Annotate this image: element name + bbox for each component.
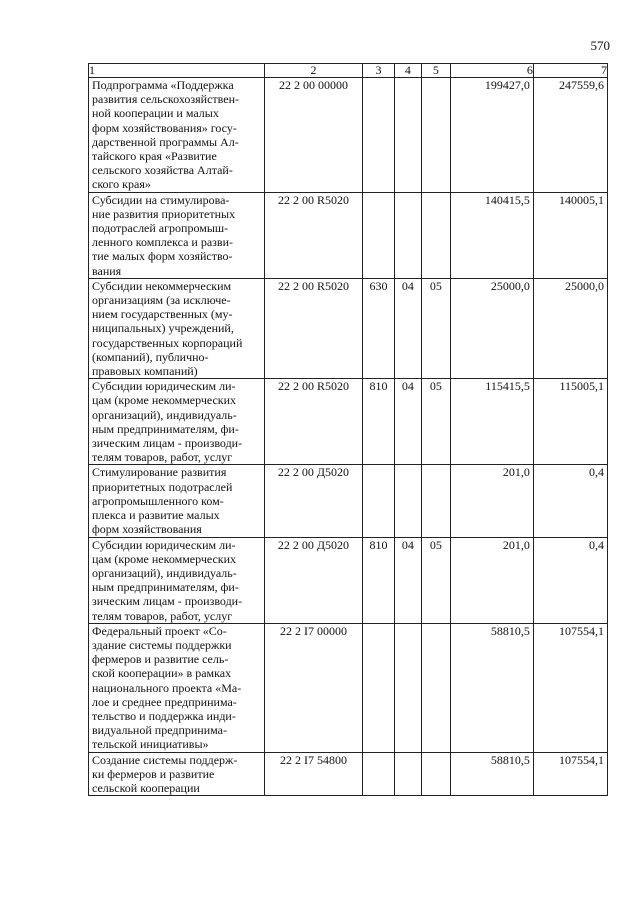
table-row <box>89 78 608 193</box>
subsection-cell <box>422 465 450 537</box>
row-name-line: лое и среднее предпринима- <box>92 694 237 709</box>
column-header: 1 <box>89 64 265 78</box>
row-name-line: ние развития приоритетных <box>92 206 236 221</box>
row-name-line: фермеров и развитие сель- <box>92 652 229 667</box>
table-row <box>89 623 608 752</box>
row-name-line: ленного комплекса и разви- <box>92 235 234 250</box>
subsection-cell <box>422 752 450 796</box>
code-cell: 22 2 00 R5020 <box>264 379 363 465</box>
vr-code-cell <box>363 78 394 193</box>
vr-code-cell <box>363 465 394 537</box>
row-name-line: видуальной предпринима- <box>92 723 227 738</box>
row-name-line: форм хозяйствования <box>92 522 202 537</box>
section-cell <box>394 78 421 193</box>
amount-2025-cell: 25000,0 <box>533 278 607 378</box>
subsection-cell: 05 <box>422 379 450 465</box>
row-name-line: Субсидии юридическим ли- <box>92 537 236 552</box>
row-name-line: ской кооперации» в рамках <box>92 666 232 681</box>
row-name-line: вания <box>92 263 122 278</box>
row-name-line: организациям (за исключе- <box>92 293 231 308</box>
row-name-line: зическим лицам - производи- <box>92 594 243 609</box>
page-number: 570 <box>590 38 610 53</box>
amount-2024-cell: 25000,0 <box>450 278 533 378</box>
row-name-cell <box>89 379 265 465</box>
section-cell: 04 <box>394 278 421 378</box>
row-name-line: ной кооперации и малых <box>92 106 219 121</box>
table-row <box>89 278 608 378</box>
table-row <box>89 379 608 465</box>
row-name-line: Создание системы поддерж- <box>92 752 238 767</box>
amount-2024-cell: 58810,5 <box>450 752 533 796</box>
row-name-line: Подпрограмма «Поддержка <box>92 78 234 92</box>
subsection-cell <box>422 78 450 193</box>
row-name-line: Федеральный проект «Со- <box>92 623 227 638</box>
amount-2024-cell: 140415,5 <box>450 192 533 278</box>
row-name-line: сельской кооперации <box>92 780 200 795</box>
vr-code-cell <box>363 192 394 278</box>
row-name-cell <box>89 278 265 378</box>
row-name-line: тельство и поддержка инди- <box>92 708 236 723</box>
row-name-line: дарственной программы Ал- <box>92 134 239 149</box>
code-cell: 22 2 00 Д5020 <box>264 465 363 537</box>
column-header: 5 <box>422 64 450 78</box>
subsection-cell <box>422 192 450 278</box>
table-row <box>89 537 608 623</box>
row-name-line: развития сельскохозяйствен- <box>92 92 239 107</box>
row-name-line: (компаний), публично- <box>92 349 209 364</box>
amount-2025-cell: 107554,1 <box>533 752 607 796</box>
code-cell: 22 2 00 Д5020 <box>264 537 363 623</box>
header-row <box>89 64 608 78</box>
row-name-line: приоритетных подотраслей <box>92 479 233 494</box>
amount-2024-cell: 201,0 <box>450 537 533 623</box>
amount-2025-cell: 247559,6 <box>533 78 607 193</box>
table-row <box>89 192 608 278</box>
row-name-line: цам (кроме некоммерческих <box>92 393 237 408</box>
row-name-cell <box>89 752 265 796</box>
row-name-line: нием государственных (му- <box>92 307 233 322</box>
code-cell: 22 2 00 R5020 <box>264 192 363 278</box>
row-name-line: государственных корпораций <box>92 335 243 350</box>
row-name-line: ниципальных) учреждений, <box>92 321 234 336</box>
row-name-line: ным предпринимателям, фи- <box>92 580 239 595</box>
vr-code-cell <box>363 623 394 752</box>
row-name-line: телям товаров, работ, услуг <box>92 608 233 623</box>
row-name-cell <box>89 192 265 278</box>
row-name-line: телям товаров, работ, услуг <box>92 450 233 465</box>
section-cell <box>394 752 421 796</box>
code-cell: 22 2 00 R5020 <box>264 278 363 378</box>
row-name-line: Субсидии юридическим ли- <box>92 379 236 394</box>
amount-2025-cell: 107554,1 <box>533 623 607 752</box>
row-name-line: тие малых форм хозяйство- <box>92 249 233 264</box>
row-name-line: подотраслей агропромыш- <box>92 221 229 236</box>
row-name-line: цам (кроме некоммерческих <box>92 551 237 566</box>
amount-2024-cell: 199427,0 <box>450 78 533 193</box>
row-name-line: сельского хозяйства Алтай- <box>92 163 233 178</box>
row-name-line: организаций), индивидуаль- <box>92 407 237 422</box>
row-name-cell <box>89 623 265 752</box>
row-name-cell <box>89 78 265 193</box>
section-cell <box>394 623 421 752</box>
amount-2025-cell: 0,4 <box>533 465 607 537</box>
column-header: 7 <box>533 64 607 78</box>
code-cell: 22 2 00 00000 <box>264 78 363 193</box>
row-name-line: Стимулирование развития <box>92 465 227 480</box>
row-name-line: Субсидии на стимулирова- <box>92 192 230 207</box>
vr-code-cell: 630 <box>363 278 394 378</box>
row-name-line: ского края» <box>92 177 151 192</box>
section-cell: 04 <box>394 537 421 623</box>
row-name-line: ным предпринимателям, фи- <box>92 421 239 436</box>
amount-2024-cell: 115415,5 <box>450 379 533 465</box>
vr-code-cell <box>363 752 394 796</box>
row-name-line: тельской инициативы» <box>92 737 209 752</box>
amount-2025-cell: 115005,1 <box>533 379 607 465</box>
code-cell: 22 2 I7 54800 <box>264 752 363 796</box>
budget-table <box>88 63 608 796</box>
row-name-cell <box>89 537 265 623</box>
subsection-cell <box>422 623 450 752</box>
section-cell: 04 <box>394 379 421 465</box>
amount-2025-cell: 0,4 <box>533 537 607 623</box>
table-row <box>89 465 608 537</box>
column-header: 6 <box>450 64 533 78</box>
row-name-line: ки фермеров и развитие <box>92 766 215 781</box>
subsection-cell: 05 <box>422 537 450 623</box>
column-header: 2 <box>264 64 363 78</box>
row-name-cell <box>89 465 265 537</box>
row-name-line: Субсидии некоммерческим <box>92 278 232 293</box>
row-name-line: организаций), индивидуаль- <box>92 565 237 580</box>
row-name-line: национального проекта «Ма- <box>92 680 242 695</box>
code-cell: 22 2 I7 00000 <box>264 623 363 752</box>
row-name-line: зическим лицам - производи- <box>92 436 243 451</box>
row-name-line: форм хозяйствования» госу- <box>92 120 237 135</box>
section-cell <box>394 192 421 278</box>
subsection-cell: 05 <box>422 278 450 378</box>
column-header: 4 <box>394 64 421 78</box>
row-name-line: плекса и развитие малых <box>92 508 220 523</box>
amount-2024-cell: 58810,5 <box>450 623 533 752</box>
section-cell <box>394 465 421 537</box>
amount-2024-cell: 201,0 <box>450 465 533 537</box>
row-name-line: агропромышленного ком- <box>92 493 224 508</box>
column-header: 3 <box>363 64 394 78</box>
vr-code-cell: 810 <box>363 379 394 465</box>
row-name-line: тайского края «Развитие <box>92 149 217 164</box>
amount-2025-cell: 140005,1 <box>533 192 607 278</box>
vr-code-cell: 810 <box>363 537 394 623</box>
table-row <box>89 752 608 796</box>
row-name-line: правовых компаний) <box>92 364 198 379</box>
row-name-line: здание системы поддержки <box>92 637 232 652</box>
